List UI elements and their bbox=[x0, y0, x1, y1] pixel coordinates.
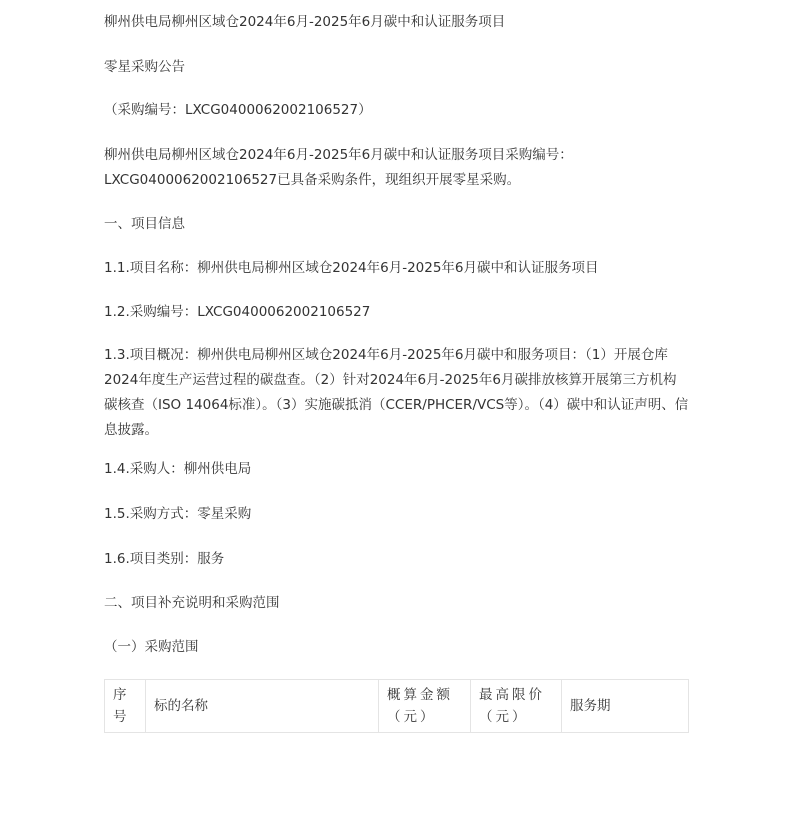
section-heading: 一、项目信息 bbox=[104, 216, 185, 232]
header-index: 序号 bbox=[105, 680, 146, 733]
purchaser: 1.4.采购人：柳州供电局 bbox=[104, 461, 252, 477]
header-item-name: 标的名称 bbox=[146, 680, 379, 733]
header-estimated-amount: 概算金额（元） bbox=[379, 680, 471, 733]
section-heading: 二、项目补充说明和采购范围 bbox=[104, 595, 280, 611]
project-category: 1.6.项目类别：服务 bbox=[104, 551, 225, 567]
announcement-type: 零星采购公告 bbox=[104, 59, 185, 75]
table-header-row bbox=[105, 680, 689, 733]
procurement-code: （采购编号：LXCG0400062002106527） bbox=[104, 102, 372, 118]
intro-paragraph: 柳州供电局柳州区域仓2024年6月-2025年6月碳中和认证服务项目采购编号：LXCG0400062002106527已具备采购条件，现组织开展零星采购。 bbox=[104, 147, 573, 188]
project-name: 1.1.项目名称：柳州供电局柳州区域仓2024年6月-2025年6月碳中和认证服务项目 bbox=[104, 260, 599, 276]
document-title: 柳州供电局柳州区域仓2024年6月-2025年6月碳中和认证服务项目 bbox=[104, 14, 506, 30]
scope-table bbox=[104, 679, 689, 733]
project-code: 1.2.采购编号：LXCG0400062002106527 bbox=[104, 304, 371, 320]
procurement-method: 1.5.采购方式：零星采购 bbox=[104, 506, 252, 522]
header-max-price: 最高限价（元） bbox=[471, 680, 562, 733]
header-service-period: 服务期 bbox=[562, 680, 689, 733]
subsection-heading: （一）采购范围 bbox=[104, 639, 199, 655]
project-overview: 1.3.项目概况：柳州供电局柳州区域仓2024年6月-2025年6月碳中和服务项目：（1）开展仓库2024年度生产运营过程的碳盘查。（2）针对2024年6月-2025年6月碳排放核算开展第三方机构碳核查（ISO 14064标准）。（3）实施碳抵消（CCER/PHCER/VCS等）。（4）碳中和认证声明、信息披露。 bbox=[104, 347, 689, 438]
